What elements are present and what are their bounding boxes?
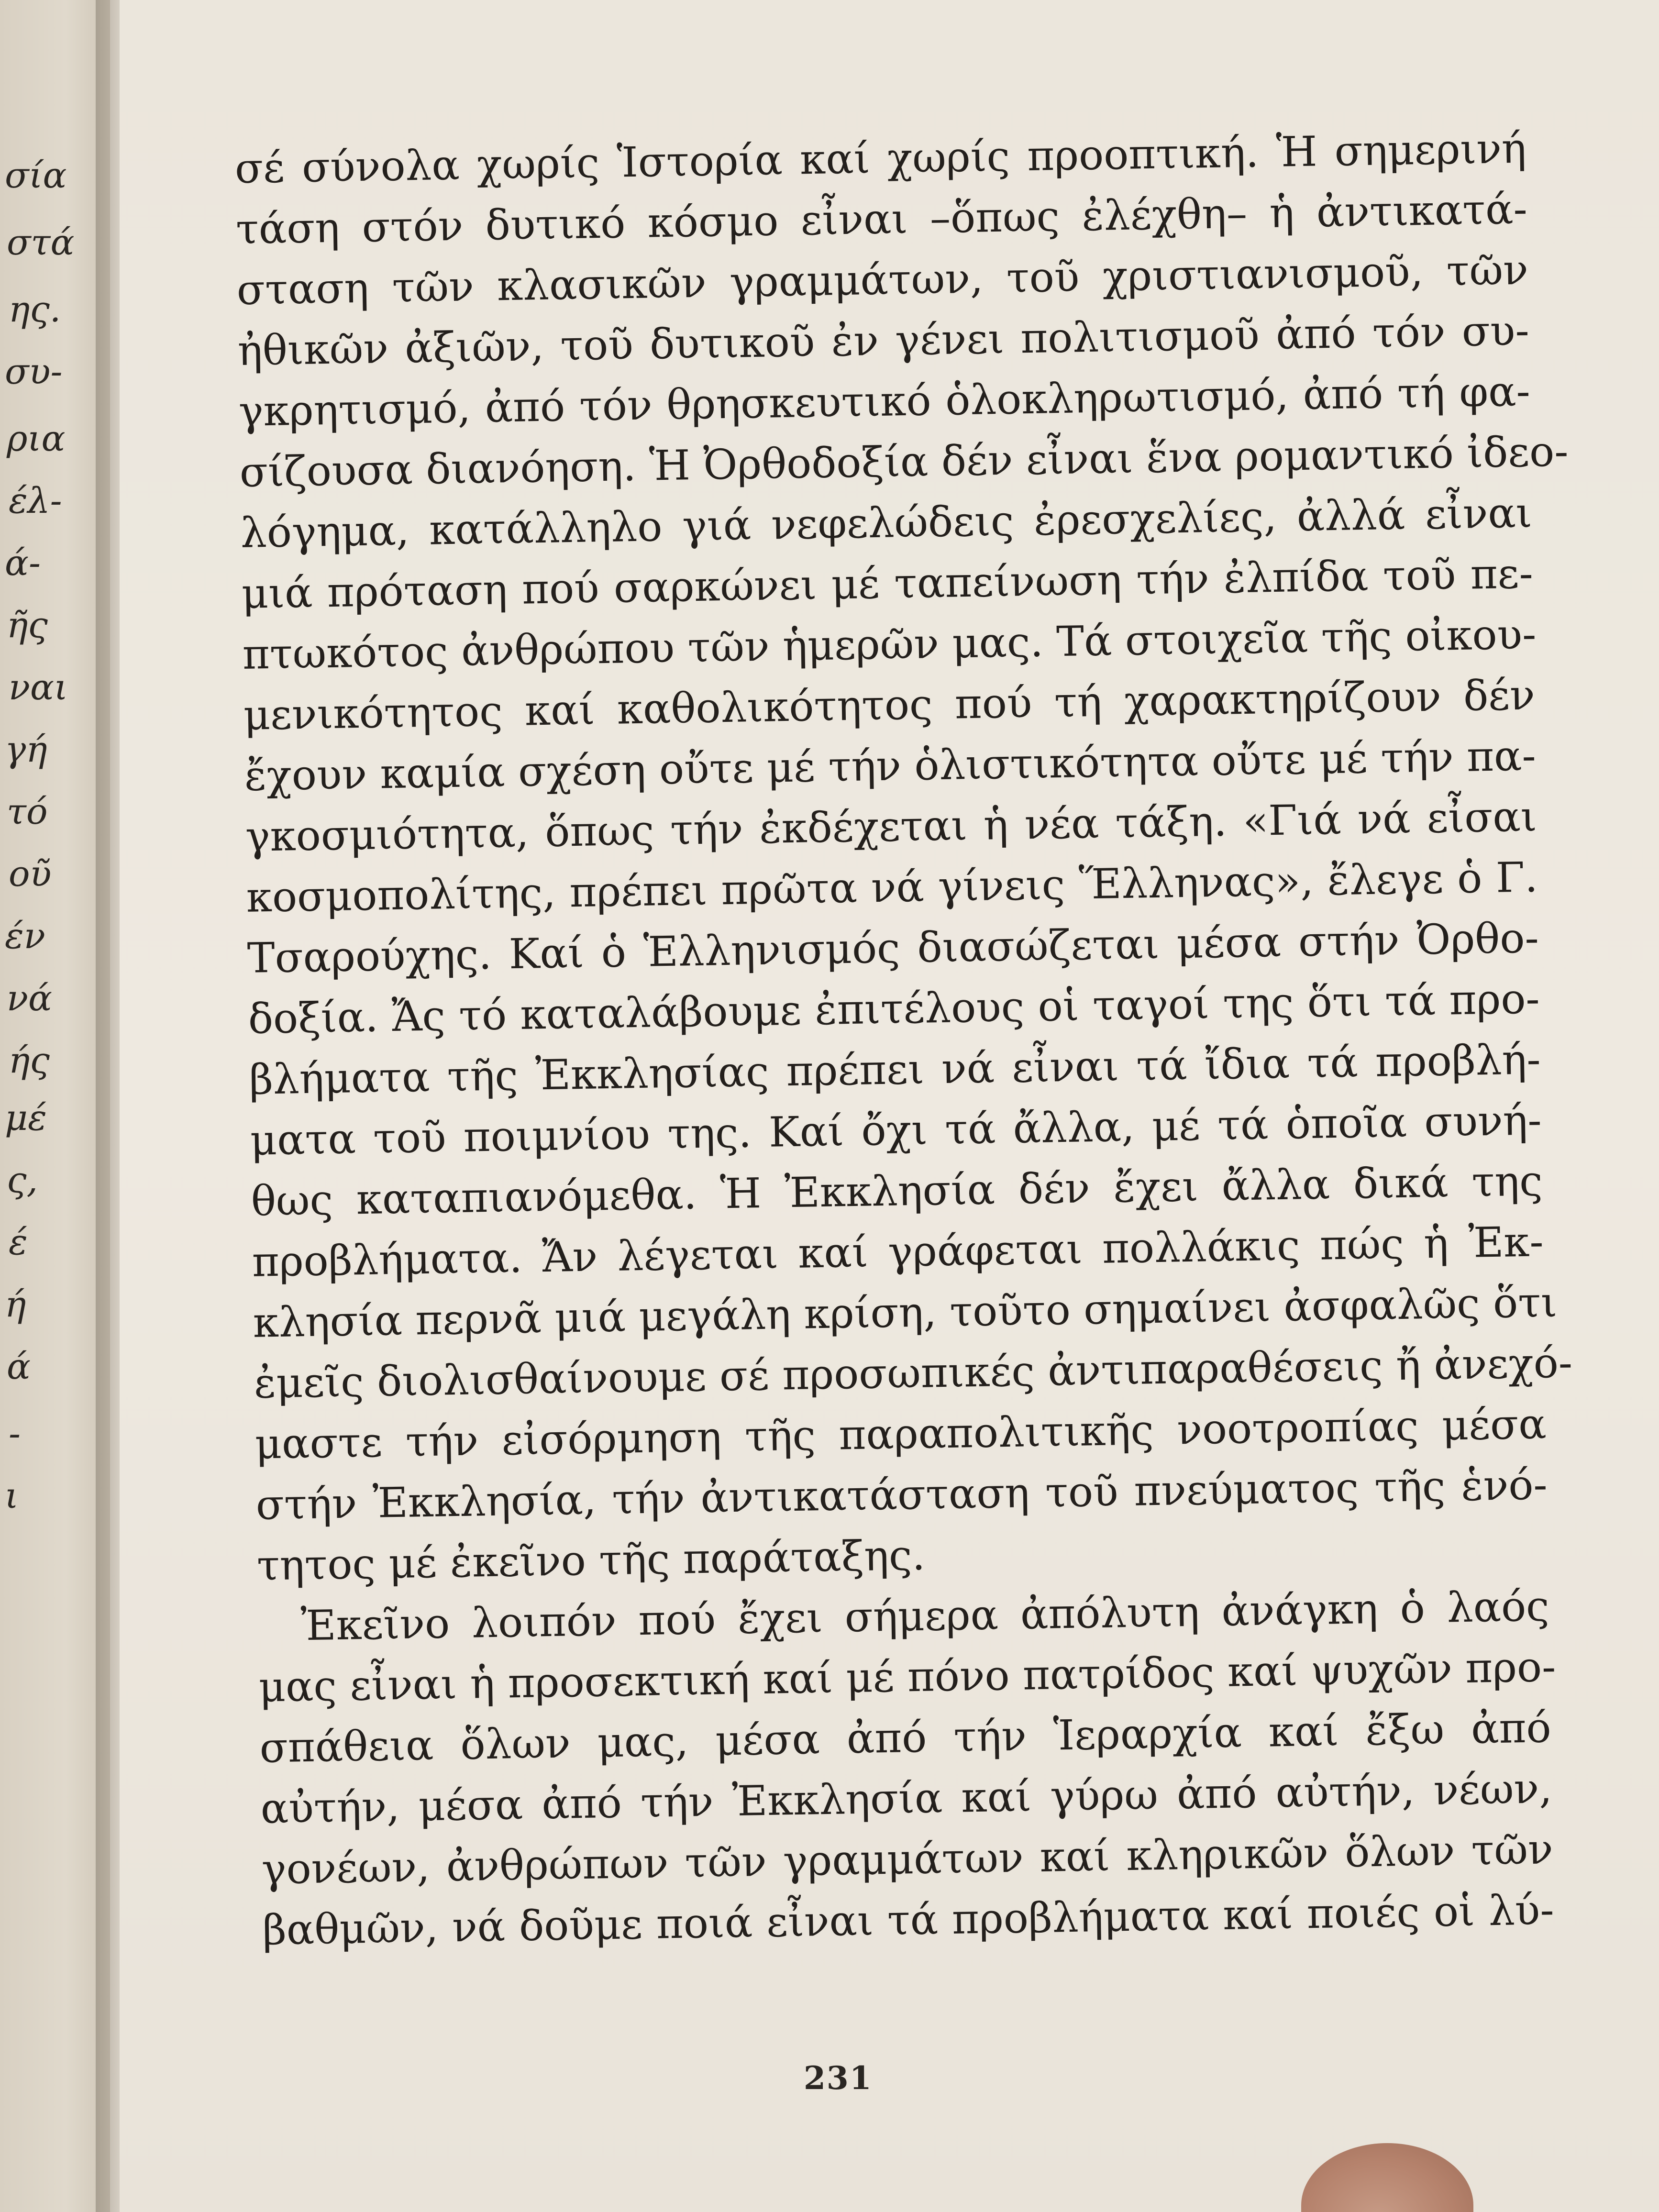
text-line: μαστε τήν εἰσόρμηση τῆς παραπολιτικῆς νοοτροπίας μέσα xyxy=(254,1400,1547,1469)
text-line: Ἐκεῖνο λοιπόν πού ἔχει σήμερα ἀπόλυτη ἀνάγκη ὁ λαός xyxy=(300,1582,1550,1650)
left-page-fragment: ά xyxy=(7,1346,31,1387)
page-number: 231 xyxy=(804,2059,873,2097)
text-line: μιά πρόταση πού σαρκώνει μέ ταπείνωση τήν ἐλπίδα τοῦ πε- xyxy=(241,550,1534,618)
text-line: γονέων, ἀνθρώπων τῶν γραμμάτων καί κληρικῶν ὅλων τῶν xyxy=(261,1825,1554,1894)
left-page-fragment: ή xyxy=(5,1284,26,1325)
text-line: δοξία. Ἄς τό καταλάβουμε ἐπιτέλους οἱ ταγοί της ὅτι τά προ- xyxy=(248,975,1540,1043)
text-line: τητος μέ ἐκεῖνο τῆς παράταξης. xyxy=(256,1531,926,1590)
text-line: γκρητισμό, ἀπό τόν θρησκευτικό ὁλοκληρωτισμό, ἀπό τή φα- xyxy=(238,367,1531,436)
text-line: πτωκότος ἀνθρώπου τῶν ἡμερῶν μας. Τά στοιχεῖα τῆς οἰκου- xyxy=(242,610,1537,679)
text-line: λόγημα, κατάλληλο γιά νεφελώδεις ἐρεσχελίες, ἀλλά εἶναι xyxy=(240,489,1533,557)
text-line: μας εἶναι ἡ προσεκτική καί μέ πόνο πατρίδος καί ψυχῶν προ- xyxy=(258,1643,1557,1712)
text-line: βλήματα τῆς Ἐκκλησίας πρέπει νά εἶναι τά ἴδια τά προβλή- xyxy=(249,1036,1541,1104)
text-line: σταση τῶν κλασικῶν γραμμάτων, τοῦ χριστιανισμοῦ, τῶν xyxy=(236,246,1529,314)
text-line: Τσαρούχης. Καί ὁ Ἑλληνισμός διασώζεται μέσα στήν Ὀρθο- xyxy=(247,914,1539,983)
left-page-fragment: - xyxy=(9,1413,21,1454)
left-page-fragment: έ xyxy=(9,1222,28,1263)
left-page-fragment: ρια xyxy=(7,418,66,459)
left-page-fragment: ι xyxy=(5,1475,19,1516)
text-line: στήν Ἐκκλησία, τήν ἀντικατάσταση τοῦ πνεύματος τῆς ἑνό- xyxy=(255,1461,1548,1529)
left-page-fragment: οῦ xyxy=(9,853,52,895)
text-line: ἠθικῶν ἀξιῶν, τοῦ δυτικοῦ ἐν γένει πολιτισμοῦ ἀπό τόν συ- xyxy=(237,307,1530,375)
left-page-fragment: τό xyxy=(7,791,48,832)
text-line: γκοσμιότητα, ὅπως τήν ἐκδέχεται ἡ νέα τάξη. «Γιά νά εἶσαι xyxy=(245,793,1537,861)
text-line: κοσμοπολίτης, πρέπει πρῶτα νά γίνεις Ἕλληνας», ἔλεγε ὁ Γ. xyxy=(246,853,1538,922)
text-line: σέ σύνολα χωρίς Ἱστορία καί χωρίς προοπτική. Ἡ σημερινή xyxy=(234,124,1527,193)
left-page-fragment: στά xyxy=(7,222,75,263)
left-page-fragment: μέ xyxy=(5,1097,47,1139)
text-line: ἐμεῖς διολισθαίνουμε σέ προσωπικές ἀντιπαραθέσεις ἤ ἀνεχό- xyxy=(254,1339,1573,1408)
left-page-fragment: ῆς xyxy=(7,605,48,646)
text-line: ματα τοῦ ποιμνίου της. Καί ὄχι τά ἄλλα, μέ τά ὁποῖα συνή- xyxy=(250,1096,1542,1165)
text-line: σπάθεια ὅλων μας, μέσα ἀπό τήν Ἱεραρχία καί ἔξω ἀπό xyxy=(259,1704,1552,1772)
left-page-fragment: γή xyxy=(5,729,47,770)
text-line: προβλήματα. Ἄν λέγεται καί γράφεται πολλάκις πώς ἡ Ἐκ- xyxy=(252,1218,1544,1286)
left-page-fragment: έν xyxy=(5,916,45,957)
text-line: θως καταπιανόμεθα. Ἡ Ἐκκλησία δέν ἔχει ἄλλα δικά της xyxy=(251,1157,1543,1226)
left-page-fragment: ής xyxy=(9,1040,50,1081)
left-page-fragment: ης. xyxy=(9,289,61,330)
left-page-fragment: ς, xyxy=(7,1160,38,1201)
left-page-fragment: συ- xyxy=(5,351,63,392)
left-page-edge xyxy=(0,0,110,2212)
text-line: τάση στόν δυτικό κόσμο εἶναι –ὅπως ἐλέχθη– ἡ ἀντικατά- xyxy=(235,185,1528,254)
left-page-fragment: σία xyxy=(5,155,67,196)
text-line: ἔχουν καμία σχέση οὔτε μέ τήν ὁλιστικότητα οὔτε μέ τήν πα- xyxy=(244,732,1537,800)
text-line: βαθμῶν, νά δοῦμε ποιά εἶναι τά προβλήματα καί ποιές οἱ λύ- xyxy=(262,1886,1555,1955)
left-page-fragment: νά xyxy=(7,978,52,1019)
text-line: μενικότητος καί καθολικότητος πού τή χαρακτηρίζουν δέν xyxy=(243,671,1536,740)
text-line: κλησία περνᾶ μιά μεγάλη κρίση, τοῦτο σημαίνει ἀσφαλῶς ὅτι xyxy=(253,1278,1558,1347)
text-line: σίζουσα διανόηση. Ἡ Ὀρθοδοξία δέν εἶναι ἕνα ρομαντικό ἰδεο- xyxy=(239,428,1569,497)
left-page-fragment: έλ- xyxy=(9,480,62,521)
body-text xyxy=(234,119,1573,1961)
left-page-fragment: ά- xyxy=(5,542,41,584)
right-page xyxy=(120,0,1659,2212)
text-line: αὐτήν, μέσα ἀπό τήν Ἐκκλησία καί γύρω ἀπό αὐτήν, νέων, xyxy=(260,1765,1553,1833)
left-page-fragment: ναι xyxy=(9,667,68,708)
